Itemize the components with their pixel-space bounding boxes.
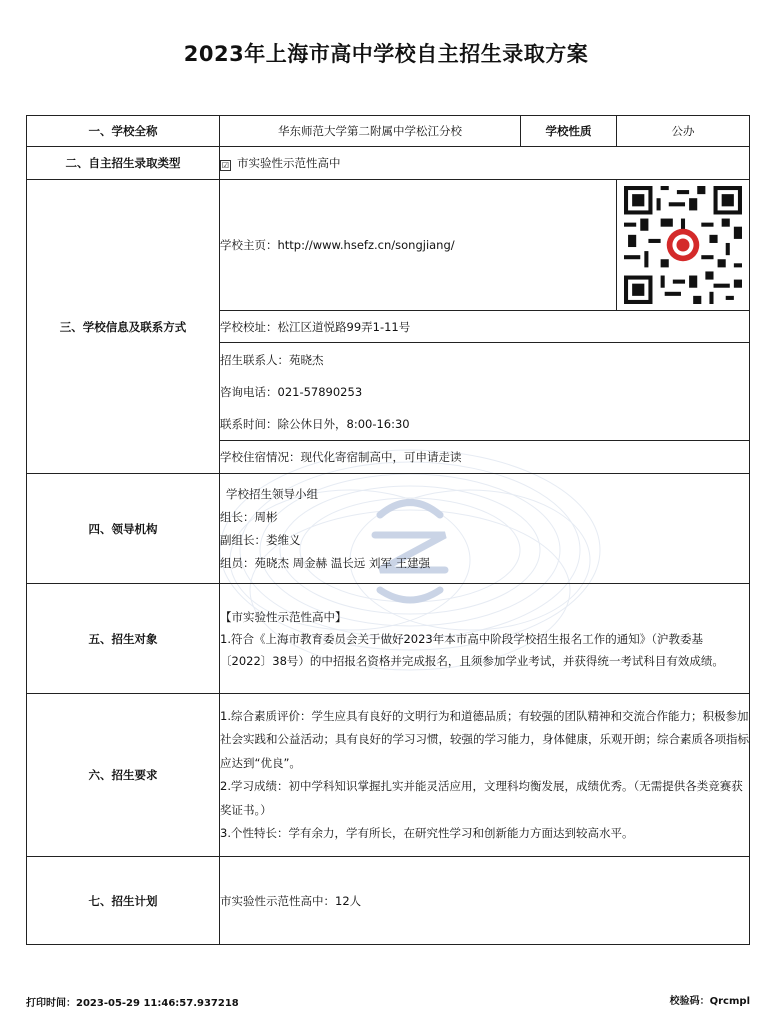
leadership-group: 学校招生领导小组: [226, 486, 318, 501]
requirement-item-1: 1.综合素质评价：学生应具有良好的文明行为和道德品质；有较强的团队精神和交流合作能力；积极参加社会实践和公益活动；具有良好的学习习惯，较强的学习能力，身体健康，乐观开朗；综合素质各项指标应达到“优良”。: [220, 708, 749, 770]
requirements-cell: [220, 694, 750, 857]
address-cell: 学校校址：松江区道悦路99弄1-11号: [220, 311, 750, 343]
leadership-leader: 组长：周彬: [220, 509, 278, 524]
qr-code-cell: [617, 180, 750, 311]
requirement-item-2: 2.学习成绩：初中学科知识掌握扎实并能灵活应用，文理科均衡发展，成绩优秀。（无需提供各类竞赛获奖证书。）: [220, 779, 743, 817]
checkbox-checked-icon: ☑: [221, 161, 230, 170]
contact-label: 三、学校信息及联系方式: [27, 180, 220, 474]
phone-number: 咨询电话：021-57890253: [220, 384, 363, 399]
admission-type-text: 市实验性示范性高中: [237, 156, 341, 170]
school-name-value: 华东师范大学第二附属中学松江分校: [220, 116, 521, 147]
school-name-label: 一、学校全称: [27, 116, 220, 147]
homepage-link[interactable]: 学校主页：http://www.hsefz.cn/songjiang/: [220, 238, 455, 252]
qr-code-icon: [624, 186, 742, 304]
target-label: 五、招生对象: [27, 584, 220, 694]
contact-hours: 联系时间：除公休日外，8:00-16:30: [220, 416, 410, 431]
page-title: 2023年上海市高中学校自主招生录取方案: [183, 42, 589, 66]
target-cell: [220, 584, 750, 694]
requirements-label: 六、招生要求: [27, 694, 220, 857]
school-type-label: 学校性质: [521, 116, 617, 147]
homepage-cell: [220, 180, 617, 311]
contact-info-cell: [220, 343, 750, 441]
leadership-label: 四、领导机构: [27, 474, 220, 584]
admission-form-table: [26, 115, 750, 945]
target-heading: 【市实验性示范性高中】: [220, 609, 347, 624]
leadership-members: 组员：苑晓杰 周金赫 温长远 刘军 王建强: [220, 555, 431, 570]
boarding-cell: 学校住宿情况：现代化寄宿制高中，可申请走读: [220, 441, 750, 474]
contact-person: 招生联系人：苑晓杰: [220, 352, 324, 367]
print-time: 打印时间：2023-05-29 11:46:57.937218: [26, 998, 239, 1009]
admission-type-label: 二、自主招生录取类型: [27, 147, 220, 180]
target-text: 1.符合《上海市教育委员会关于做好2023年本市高中阶段学校招生报名工作的通知》（沪教委基〔2022〕38号）的中招报名资格并完成报名，且须参加学业考试，并获得统一考试科目有效成绩。: [220, 631, 724, 668]
plan-cell: 市实验性示范性高中：12人: [220, 857, 750, 945]
requirement-item-3: 3.个性特长：学有余力，学有所长，在研究性学习和创新能力方面达到较高水平。: [220, 826, 634, 840]
leadership-cell: [220, 474, 750, 584]
verify-code: 校验码：Qrcmpl: [669, 996, 750, 1007]
leadership-deputy: 副组长：娄维义: [220, 532, 301, 547]
admission-type-value: [220, 147, 750, 180]
school-type-value: 公办: [617, 116, 750, 147]
plan-label: 七、招生计划: [27, 857, 220, 945]
